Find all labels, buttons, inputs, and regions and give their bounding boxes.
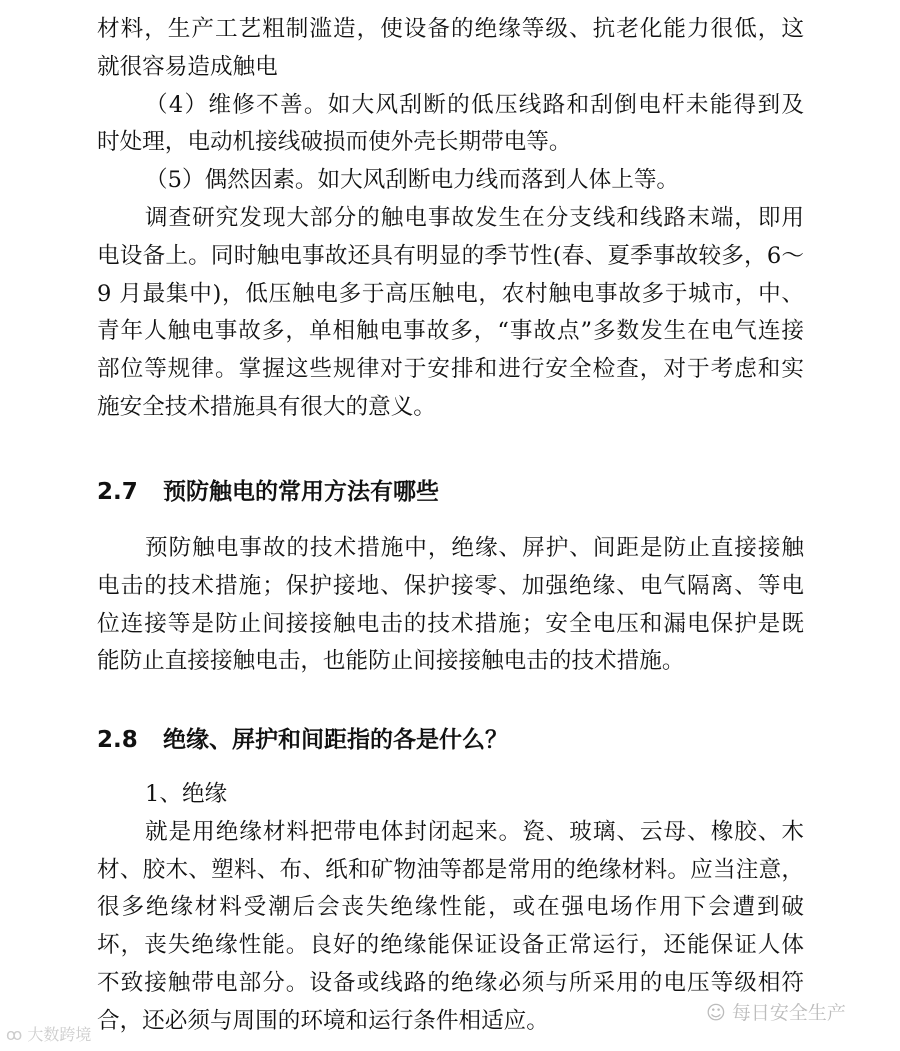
section-heading-2-7 xyxy=(97,476,439,508)
text-line: 电设备上。同时触电事故还具有明显的季节性(春、夏季事故较多，6～ xyxy=(97,242,804,269)
watermark-text: 每日安全生产 xyxy=(731,1002,846,1024)
text-line: 材料，生产工艺粗制滥造，使设备的绝缘等级、抗老化能力很低，这 xyxy=(97,16,804,42)
text-line: 坏，丧失绝缘性能。良好的绝缘能保证设备正常运行，还能保证人体 xyxy=(97,932,804,959)
wechat-icon: ☺ xyxy=(706,1002,732,1024)
text-line: 部位等规律。掌握这些规律对于安排和进行安全检查，对于考虑和实 xyxy=(97,356,804,383)
section-title: 预防触电的常用方法有哪些 xyxy=(163,479,439,505)
text-line: 就很容易造成触电 xyxy=(97,53,278,80)
text-line: 1、绝缘 xyxy=(145,781,228,807)
text-line: 时处理，电动机接线破损而使外壳长期带电等。 xyxy=(97,129,572,156)
section-number: 2.8 xyxy=(97,727,138,753)
paragraph-block-causes xyxy=(97,11,804,427)
text-line: 不致接触带电部分。设备或线路的绝缘必须与所采用的电压等级相符 xyxy=(97,969,804,996)
text-line: 青年人触电事故多，单相触电事故多，“事故点”多数发生在电气连接 xyxy=(97,318,804,345)
paragraph-block-prevention xyxy=(97,530,804,681)
section-title: 绝缘、屏护和间距指的各是什么？ xyxy=(163,727,508,753)
text-line: （5）偶然因素。如大风刮断电力线而落到人体上等。 xyxy=(145,167,680,194)
watermark-left xyxy=(6,1022,91,1045)
logo-icon: ꝏ xyxy=(6,1025,28,1044)
text-line: 位连接等是防止间接接触电击的技术措施；安全电压和漏电保护是既 xyxy=(97,610,804,637)
text-line: 合，还必须与周围的环境和运行条件相适应。 xyxy=(97,1007,549,1034)
text-line: 能防止直接接触电击，也能防止间接接触电击的技术措施。 xyxy=(97,648,685,675)
text-line: （4）维修不善。如大风刮断的低压线路和刮倒电杆未能得到及 xyxy=(145,91,804,118)
text-line: 电击的技术措施；保护接地、保护接零、加强绝缘、电气隔离、等电 xyxy=(97,572,804,599)
text-line: 施安全技术措施具有很大的意义。 xyxy=(97,393,436,420)
text-line: 材、胶木、塑料、布、纸和矿物油等都是常用的绝缘材料。应当注意， xyxy=(97,856,804,883)
section-number: 2.7 xyxy=(97,479,138,505)
text-line: 很多绝缘材料受潮后会丧失绝缘性能，或在强电场作用下会遭到破 xyxy=(97,894,804,921)
paragraph-block-insulation xyxy=(97,776,804,1041)
watermark-right xyxy=(706,998,846,1025)
text-line: 就是用绝缘材料把带电体封闭起来。瓷、玻璃、云母、橡胶、木 xyxy=(145,818,804,845)
watermark-text: 大数跨境 xyxy=(27,1025,92,1044)
text-line: 预防触电事故的技术措施中，绝缘、屏护、间距是防止直接接触 xyxy=(145,535,804,561)
text-line: 调查研究发现大部分的触电事故发生在分支线和线路末端，即用 xyxy=(145,204,804,231)
text-line: 9 月最集中)，低压触电多于高压触电，农村触电事故多于城市，中、 xyxy=(97,280,804,307)
section-heading-2-8 xyxy=(97,724,508,756)
